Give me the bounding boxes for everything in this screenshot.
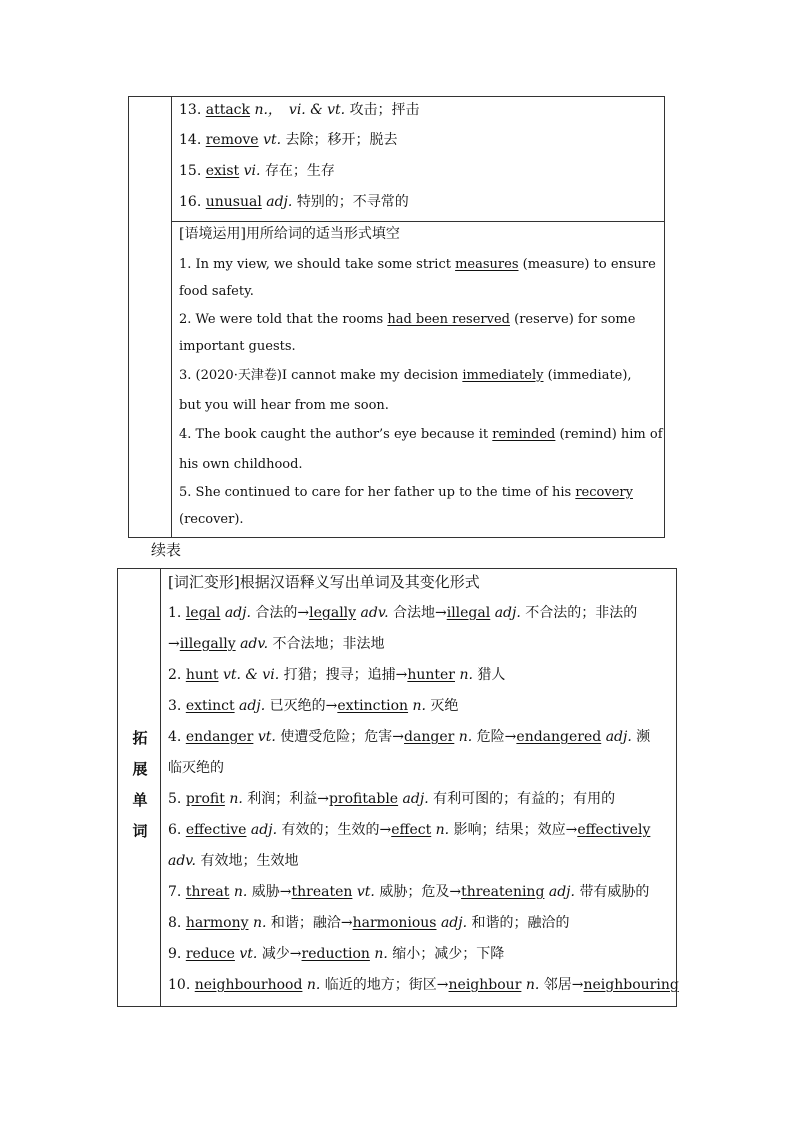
side-label-char: 拓 <box>132 729 148 747</box>
side-label-char: 单 <box>132 791 148 809</box>
vocab-item: 13. attack n.， vi. & vt. 攻击；抨击 <box>179 102 420 118</box>
side-label <box>125 723 155 847</box>
word-family-line: 1. legal adj. 合法的→legally adv. 合法地→illegal adj. 不合法的；非法的 <box>168 605 638 621</box>
side-label-char: 词 <box>132 822 148 840</box>
word-family-line: 7. threat n. 威胁→threaten vt. 威胁；危及→threatening adj. 带有威胁的 <box>168 884 650 900</box>
word-family-line: 2. hunt vt. & vi. 打猎；搜寻；追捕→hunter n. 猎人 <box>168 667 506 683</box>
column-divider <box>160 569 161 1006</box>
word-family-line-cont: adv. 有效地；生效地 <box>168 853 299 869</box>
word-family-line-cont: →illegally adv. 不合法地；非法地 <box>168 636 385 652</box>
vocab-item: 15. exist vi. 存在；生存 <box>179 163 335 179</box>
exercise-sentence-cont: food safety. <box>179 284 254 299</box>
word-family-line: 3. extinct adj. 已灭绝的→extinction n. 灭绝 <box>168 698 459 714</box>
word-family-line: 6. effective adj. 有效的；生效的→effect n. 影响；结果；效应→effectively <box>168 822 651 838</box>
row-divider <box>171 221 664 222</box>
exercise-sentence-cont: his own childhood. <box>179 457 303 472</box>
vocab-item: 16. unusual adj. 特别的；不寻常的 <box>179 194 409 210</box>
exercise-sentence: 1. In my view, we should take some strict measures (measure) to ensure <box>179 257 656 272</box>
word-family-line: 10. neighbourhood n. 临近的地方；街区→neighbour n. 邻居→neighbouring <box>168 977 679 993</box>
section-heading: [语境运用]用所给词的适当形式填空 <box>179 226 400 242</box>
vocabulary-table-top <box>128 96 665 538</box>
exercise-sentence: 3. (2020·天津卷)I cannot make my decision immediately (immediate), <box>179 368 632 383</box>
word-family-line: 8. harmony n. 和谐；融洽→harmonious adj. 和谐的；融洽的 <box>168 915 570 931</box>
exercise-sentence-cont: but you will hear from me soon. <box>179 398 389 413</box>
section-heading: [词汇变形]根据汉语释义写出单词及其变化形式 <box>168 573 480 591</box>
side-label-char: 展 <box>132 760 148 778</box>
column-divider <box>171 97 172 537</box>
word-family-line: 5. profit n. 利润；利益→profitable adj. 有利可图的；有益的；有用的 <box>168 791 616 807</box>
table-continued-caption: 续表 <box>151 541 182 559</box>
vocab-item: 14. remove vt. 去除；移开；脱去 <box>179 132 398 148</box>
word-family-line: 9. reduce vt. 减少→reduction n. 缩小；减少；下降 <box>168 946 505 962</box>
exercise-sentence: 2. We were told that the rooms had been reserved (reserve) for some <box>179 312 636 327</box>
word-family-line: 4. endanger vt. 使遭受危险；危害→danger n. 危险→endangered adj. 濒 <box>168 729 651 745</box>
exercise-sentence: 4. The book caught the author’s eye because it reminded (remind) him of <box>179 427 663 442</box>
word-family-line-cont: 临灭绝的 <box>168 760 224 776</box>
vocabulary-table-extended <box>117 568 677 1007</box>
exercise-sentence-cont: important guests. <box>179 339 296 354</box>
exercise-sentence: 5. She continued to care for her father up to the time of his recovery <box>179 485 633 500</box>
exercise-sentence-cont: (recover). <box>179 512 244 527</box>
